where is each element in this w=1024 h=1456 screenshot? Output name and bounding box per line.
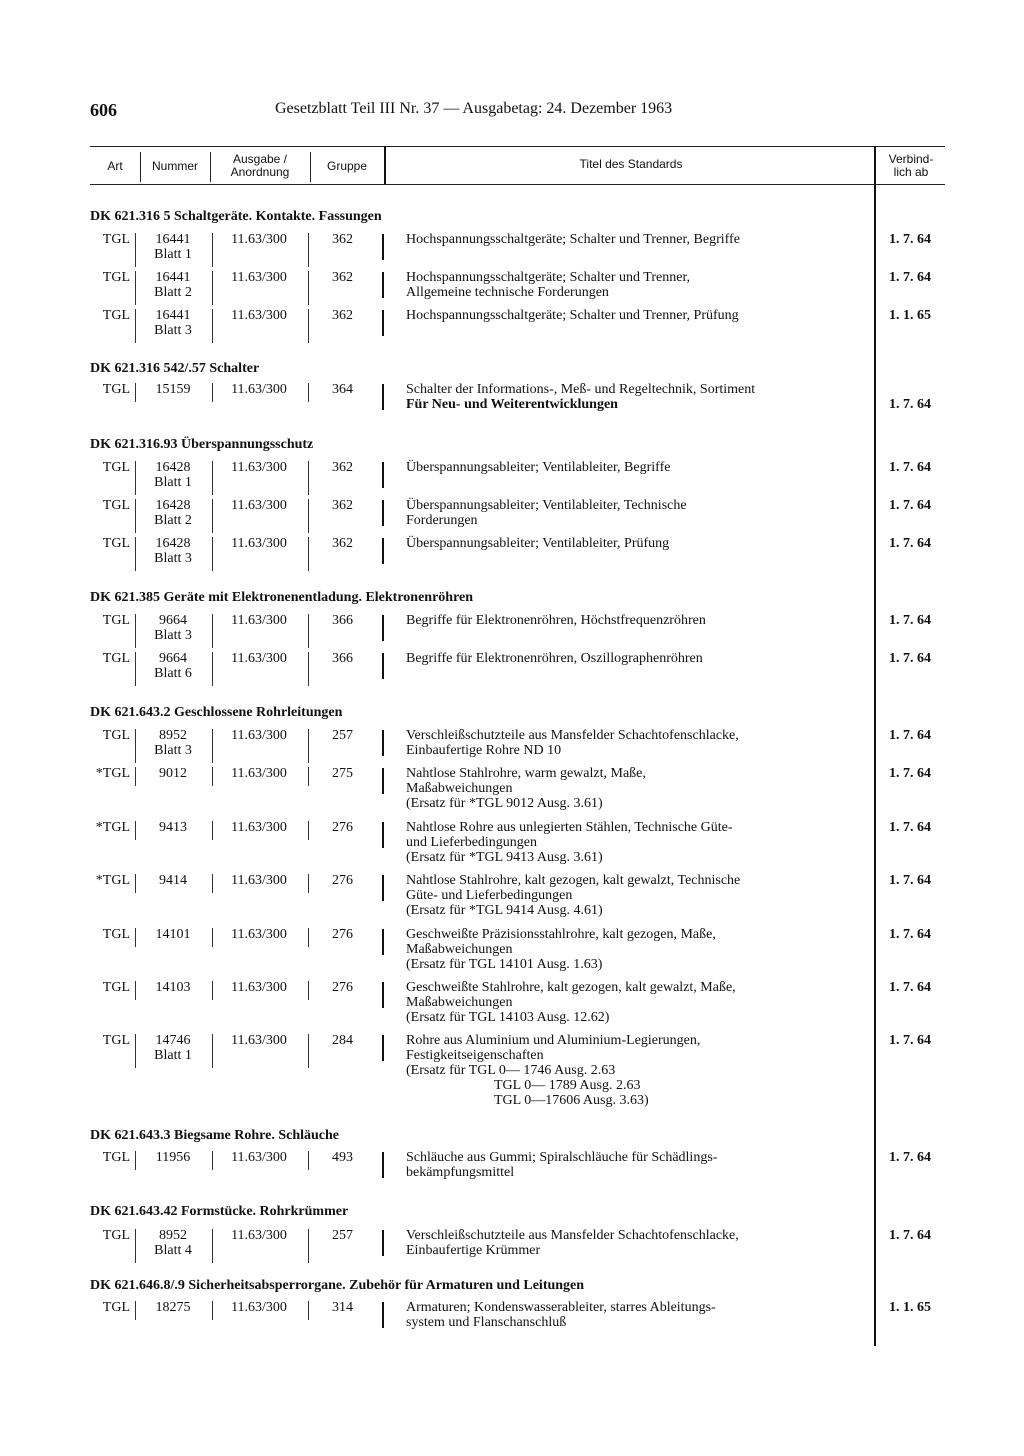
cell-verbindlich: 1. 1. 65 [889,1300,931,1315]
column-tick [212,309,213,343]
titel-line: Überspannungsableiter; Ventilableiter, Begriffe [406,460,671,475]
column-tick [135,652,136,686]
col-art: Art [107,159,123,173]
cell-nummer: 18275 [155,1300,191,1315]
cell-nummer: Blatt 3 [154,743,192,758]
titel-line: TGL 0— 1789 Ausg. 2.63 [494,1078,641,1093]
column-tick [308,309,309,343]
column-tick [308,461,309,495]
cell-ausgabe: 11.63/300 [231,536,287,551]
column-tick [308,1301,309,1320]
titel-line: (Ersatz für TGL 14101 Ausg. 1.63) [406,957,603,972]
column-tick [212,1151,213,1170]
cell-gruppe: 257 [332,728,353,743]
cell-art: TGL [102,382,130,397]
cell-nummer: Blatt 1 [154,475,192,490]
cell-gruppe: 362 [332,270,353,285]
section-heading: DK 621.643.42 Formstücke. Rohrkrümmer [90,1204,349,1219]
section-heading: DK 621.643.3 Biegsame Rohre. Schläuche [90,1128,340,1143]
titel-line: und Lieferbedingungen [406,835,538,850]
cell-verbindlich: 1. 7. 64 [889,270,931,285]
titel-line: Überspannungsableiter; Ventilableiter, Technische [406,498,687,513]
titel-line: (Ersatz für *TGL 9414 Ausg. 4.61) [406,903,603,918]
titel-line: Allgemeine technische Forderungen [406,285,609,300]
cell-gruppe: 493 [332,1150,353,1165]
column-tick [212,767,213,786]
column-tick [308,928,309,947]
section-heading: DK 621.643.2 Geschlossene Rohrleitungen [90,705,343,720]
cell-nummer: 16441 [155,308,191,323]
titel-line: bekämpfungsmittel [406,1165,515,1180]
column-tick [135,1301,136,1320]
cell-ausgabe: 11.63/300 [231,766,287,781]
cell-ausgabe: 11.63/300 [231,980,287,995]
cell-ausgabe: 11.63/300 [231,820,287,835]
cell-gruppe: 284 [332,1033,353,1048]
section-heading: DK 621.316 542/.57 Schalter [90,361,260,376]
titel-line: Güte- und Lieferbedingungen [406,888,573,903]
cell-nummer: 16428 [155,536,191,551]
titel-line: (Ersatz für *TGL 9413 Ausg. 3.61) [406,850,603,865]
column-tick [212,821,213,840]
cell-nummer: 14746 [155,1033,191,1048]
column-tick [308,614,309,648]
cell-art: TGL [102,980,130,995]
cell-ausgabe: 11.63/300 [231,1228,287,1243]
column-tick [135,821,136,840]
cell-art: TGL [102,232,130,247]
cell-titel [406,270,876,300]
cell-gruppe: 362 [332,536,353,551]
column-tick [308,652,309,686]
cell-nummer: Blatt 4 [154,1243,192,1258]
title-column-bar [382,1152,384,1178]
cell-verbindlich: 1. 7. 64 [889,613,931,628]
titel-line: (Ersatz für *TGL 9012 Ausg. 3.61) [406,796,603,811]
cell-gruppe: 362 [332,308,353,323]
column-tick [212,928,213,947]
column-tick [308,821,309,840]
cell-titel [406,728,876,758]
cell-titel [406,308,876,323]
column-tick [212,874,213,893]
title-column-bar [382,768,384,794]
column-tick [308,271,309,305]
column-tick [308,499,309,533]
cell-nummer: Blatt 2 [154,513,192,528]
cell-gruppe: 362 [332,232,353,247]
column-tick [212,1229,213,1263]
column-tick [135,1151,136,1170]
column-tick [135,233,136,267]
cell-verbindlich: 1. 7. 64 [889,651,931,666]
titel-line: system und Flanschanschluß [406,1315,567,1330]
cell-verbindlich: 1. 7. 64 [889,873,931,888]
column-tick [135,309,136,343]
title-column-bar [382,1302,384,1328]
cell-titel [406,1300,876,1330]
titel-line: Hochspannungsschaltgeräte; Schalter und Trenner, [406,270,691,285]
column-tick [308,537,309,571]
column-tick [135,537,136,571]
col-verbindlich: Verbind- lich ab [888,152,934,179]
cell-nummer: Blatt 2 [154,285,192,300]
column-tick [135,874,136,893]
cell-nummer: 14103 [155,980,191,995]
cell-nummer: 9413 [159,820,187,835]
col-ausgabe: Ausgabe / Anordnung [230,152,290,179]
column-tick [135,1229,136,1263]
title-column-bar [382,500,384,526]
column-tick [212,499,213,533]
titel-line: TGL 0—17606 Ausg. 3.63) [494,1093,649,1108]
cell-titel [406,232,876,247]
cell-gruppe: 257 [332,1228,353,1243]
cell-nummer: 15159 [155,382,191,397]
column-tick [135,383,136,402]
titel-line: Nahtlose Rohre aus unlegierten Stählen, Technische Güte- [406,820,733,835]
cell-gruppe: 364 [332,382,353,397]
column-tick [212,614,213,648]
column-tick [308,767,309,786]
titel-line: Verschleißschutzteile aus Mansfelder Schachtofenschlacke, [406,728,739,743]
titel-line: Überspannungsableiter; Ventilableiter, Prüfung [406,536,670,551]
title-column-bar [382,875,384,901]
column-tick [135,499,136,533]
titel-line: Verschleißschutzteile aus Mansfelder Schachtofenschlacke, [406,1228,739,1243]
cell-nummer: 16428 [155,498,191,513]
cell-verbindlich: 1. 7. 64 [889,460,931,475]
titel-line: Begriffe für Elektronenröhren, Höchstfrequenzröhren [406,613,706,628]
title-column-bar [382,384,384,410]
titel-line: Schläuche aus Gummi; Spiralschläuche für Schädlings- [406,1150,718,1165]
cell-ausgabe: 11.63/300 [231,232,287,247]
column-tick [212,271,213,305]
cell-gruppe: 366 [332,613,353,628]
cell-nummer: 16441 [155,232,191,247]
cell-art: TGL [102,270,130,285]
column-tick [308,981,309,1000]
column-tick [212,383,213,402]
column-tick [308,233,309,267]
title-column-bar [382,929,384,955]
cell-art: TGL [102,728,130,743]
cell-ausgabe: 11.63/300 [231,1150,287,1165]
title-column-bar [382,1035,384,1061]
cell-nummer: Blatt 3 [154,323,192,338]
cell-titel [406,927,876,972]
column-tick [212,981,213,1000]
cell-nummer: Blatt 6 [154,666,192,681]
cell-gruppe: 275 [332,766,353,781]
cell-verbindlich: 1. 1. 65 [889,308,931,323]
titel-line: Maßabweichungen [406,995,513,1010]
title-column-bar [382,822,384,848]
titel-line: Hochspannungsschaltgeräte; Schalter und Trenner, Prüfung [406,308,739,323]
column-tick [308,874,309,893]
column-tick [135,729,136,763]
titel-line: Begriffe für Elektronenröhren, Oszillographenröhren [406,651,703,666]
cell-art: TGL [102,1300,130,1315]
column-tick [212,461,213,495]
cell-ausgabe: 11.63/300 [231,927,287,942]
cell-nummer: Blatt 3 [154,551,192,566]
cell-ausgabe: 11.63/300 [231,270,287,285]
table-top-rule [90,146,945,147]
cell-gruppe: 276 [332,927,353,942]
cell-ausgabe: 11.63/300 [231,382,287,397]
column-tick [212,537,213,571]
cell-art: TGL [102,498,130,513]
column-tick [212,233,213,267]
column-tick [135,461,136,495]
column-tick [308,1151,309,1170]
cell-verbindlich: 1. 7. 64 [889,766,931,781]
column-tick [212,729,213,763]
col-divider [310,152,311,182]
cell-ausgabe: 11.63/300 [231,308,287,323]
cell-titel [406,820,876,865]
cell-verbindlich: 1. 7. 64 [889,232,931,247]
cell-verbindlich: 1. 7. 64 [889,1228,931,1243]
title-column-bar [382,615,384,641]
titel-line: Festigkeitseigenschaften [406,1048,544,1063]
col-divider [210,152,211,182]
col-nummer: Nummer [151,159,198,173]
section-heading: DK 621.385 Geräte mit Elektronenentladung. Elektronenröhren [90,590,474,605]
cell-art: TGL [102,927,130,942]
section-heading: DK 621.316.93 Überspannungsschutz [90,437,314,452]
cell-art: TGL [102,1150,130,1165]
titel-line: Einbaufertige Rohre ND 10 [406,743,562,758]
section-heading: DK 621.316 5 Schaltgeräte. Kontakte. Fassungen [90,209,382,224]
cell-art: *TGL [95,820,130,835]
column-tick [308,383,309,402]
column-tick [212,1034,213,1068]
cell-titel [406,766,876,811]
cell-art: *TGL [95,873,130,888]
cell-verbindlich: 1. 7. 64 [889,728,931,743]
cell-nummer: 9414 [159,873,187,888]
cell-gruppe: 362 [332,498,353,513]
titel-line: Maßabweichungen [406,781,513,796]
cell-nummer: 11956 [155,1150,191,1165]
column-tick [135,981,136,1000]
column-tick [212,652,213,686]
cell-ausgabe: 11.63/300 [231,460,287,475]
cell-titel [406,1150,876,1180]
titel-line: Nahtlose Stahlrohre, kalt gezogen, kalt gewalzt, Technische [406,873,741,888]
cell-titel [406,980,876,1025]
cell-ausgabe: 11.63/300 [231,498,287,513]
cell-gruppe: 366 [332,651,353,666]
col-titel: Titel des Standards [579,157,683,171]
cell-art: TGL [102,460,130,475]
titel-line: Geschweißte Präzisionsstahlrohre, kalt gezogen, Maße, [406,927,716,942]
cell-art: *TGL [95,766,130,781]
col-gruppe: Gruppe [326,159,368,173]
cell-art: TGL [102,1228,130,1243]
column-tick [135,614,136,648]
title-column-bar [382,538,384,564]
column-tick [308,729,309,763]
cell-titel [406,1033,876,1108]
cell-ausgabe: 11.63/300 [231,651,287,666]
cell-ausgabe: 11.63/300 [231,613,287,628]
title-column-bar [382,462,384,488]
cell-nummer: 8952 [159,1228,187,1243]
titel-line: Armaturen; Kondenswasserableiter, starres Ableitungs- [406,1300,716,1315]
cell-nummer: Blatt 1 [154,247,192,262]
cell-art: TGL [102,536,130,551]
column-tick [308,1229,309,1263]
page-title: Gesetzblatt Teil III Nr. 37 — Ausgabetag: 24. Dezember 1963 [275,100,673,117]
title-column-bar [382,272,384,298]
col-divider [140,152,141,182]
title-column-bar [382,653,384,679]
cell-ausgabe: 11.63/300 [231,1033,287,1048]
cell-titel [406,536,876,551]
cell-verbindlich: 1. 7. 64 [889,397,931,412]
titel-line: (Ersatz für TGL 14103 Ausg. 12.62) [406,1010,610,1025]
column-tick [135,928,136,947]
cell-verbindlich: 1. 7. 64 [889,820,931,835]
cell-ausgabe: 11.63/300 [231,1300,287,1315]
column-tick [135,767,136,786]
cell-titel [406,651,876,666]
cell-verbindlich: 1. 7. 64 [889,536,931,551]
cell-nummer: 9664 [159,651,187,666]
cell-gruppe: 276 [332,873,353,888]
title-column-bar [382,310,384,336]
cell-titel [406,613,876,628]
cell-art: TGL [102,308,130,323]
cell-gruppe: 362 [332,460,353,475]
cell-gruppe: 314 [332,1300,353,1315]
column-tick [135,1034,136,1068]
title-column-bar [382,1230,384,1256]
titel-line: Maßabweichungen [406,942,513,957]
title-column-bar [382,234,384,260]
cell-verbindlich: 1. 7. 64 [889,498,931,513]
titel-line: Einbaufertige Krümmer [406,1243,541,1258]
cell-nummer: 16428 [155,460,191,475]
titel-line: Geschweißte Stahlrohre, kalt gezogen, kalt gewalzt, Maße, [406,980,736,995]
cell-titel [406,498,876,528]
cell-nummer: 9012 [159,766,187,781]
title-column-bar [382,730,384,756]
cell-verbindlich: 1. 7. 64 [889,1150,931,1165]
cell-art: TGL [102,1033,130,1048]
titel-line: Forderungen [406,513,478,528]
titel-line: Für Neu- und Weiterentwicklungen [406,397,618,412]
cell-ausgabe: 11.63/300 [231,873,287,888]
cell-nummer: Blatt 3 [154,628,192,643]
cell-nummer: 14101 [155,927,191,942]
header-bottom-rule [90,184,945,185]
cell-gruppe: 276 [332,980,353,995]
cell-titel [406,1228,876,1258]
cell-art: TGL [102,651,130,666]
page-number: 606 [90,100,117,120]
column-tick [135,271,136,305]
cell-gruppe: 276 [332,820,353,835]
cell-titel [406,382,876,412]
titel-line: (Ersatz für TGL 0— 1746 Ausg. 2.63 [406,1063,616,1078]
cell-nummer: 16441 [155,270,191,285]
cell-art: TGL [102,613,130,628]
column-tick [308,1034,309,1068]
cell-verbindlich: 1. 7. 64 [889,1033,931,1048]
cell-ausgabe: 11.63/300 [231,728,287,743]
cell-nummer: 9664 [159,613,187,628]
title-column-bar [382,982,384,1008]
cell-verbindlich: 1. 7. 64 [889,927,931,942]
cell-verbindlich: 1. 7. 64 [889,980,931,995]
titel-line: Schalter der Informations-, Meß- und Regeltechnik, Sortiment [406,382,756,397]
cell-titel [406,460,876,475]
col-divider [384,146,386,184]
titel-line: Hochspannungsschaltgeräte; Schalter und Trenner, Begriffe [406,232,740,247]
titel-line: Rohre aus Aluminium und Aluminium-Legierungen, [406,1033,701,1048]
titel-line: Nahtlose Stahlrohre, warm gewalzt, Maße, [406,766,646,781]
cell-nummer: Blatt 1 [154,1048,192,1063]
section-heading: DK 621.646.8/.9 Sicherheitsabsperrorgane. Zubehör für Armaturen und Leitungen [90,1278,585,1293]
column-tick [212,1301,213,1320]
cell-titel [406,873,876,918]
cell-nummer: 8952 [159,728,187,743]
